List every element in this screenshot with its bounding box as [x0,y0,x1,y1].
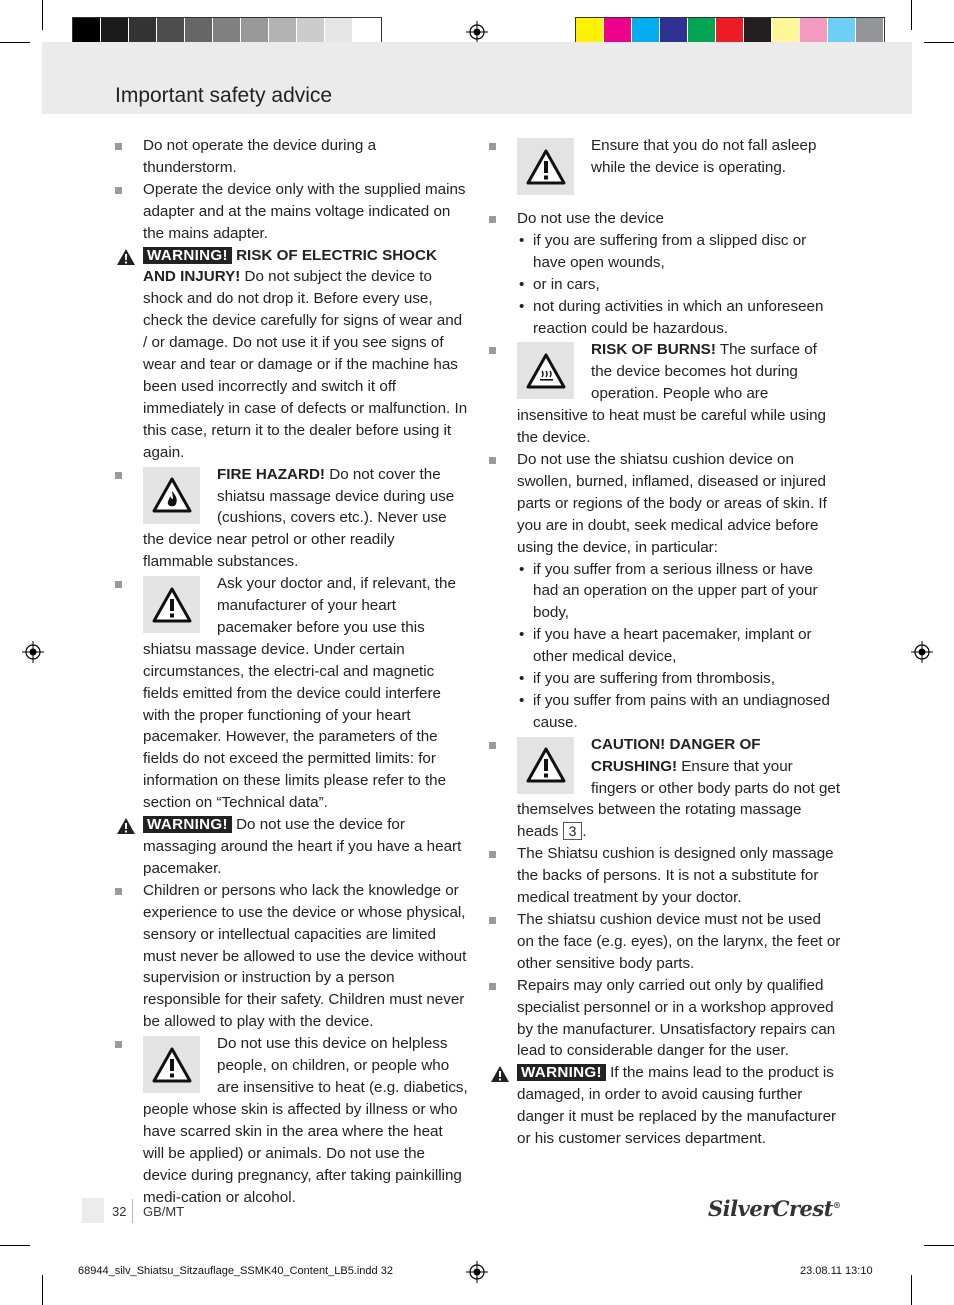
item-text: The shiatsu cushion device must not be used on the face (e.g. eyes), on the larynx, the feet or other sensitive body parts. [517,911,841,972]
list-item [517,843,842,909]
list-item-helpless [143,1033,468,1208]
crop-mark [0,1245,30,1246]
item-text: Ensure that your fingers or other body parts do not get themselves between the rotating massage heads [517,757,841,841]
item-text: Do not use the shiatsu cushion device on swollen, burned, inflamed, diseased or injured parts or regions of the body or areas of skin. If you are in doubt, seek medical advice before using the device, in particular: [517,450,827,556]
list-item [143,880,468,1033]
warning-label: WARNING! [517,1064,606,1081]
hot-surface-icon-box [517,342,574,399]
right-column [517,135,842,1150]
left-column [143,135,468,1208]
item-text: Do not use the device for massaging around the heart if you have a heart pacemaker. [143,816,462,877]
list-item [143,135,468,179]
fire-hazard-icon-box [143,467,200,524]
sub-item-text: or in cars, [533,275,600,293]
exclamation-warning-icon [152,587,192,623]
crop-mark [924,1245,954,1246]
item-text: The Shiatsu cushion is designed only massage the backs of persons. It is not a substitute for medical treatment by your doctor. [517,845,834,907]
crop-mark [911,1275,912,1305]
page-title: Important safety advice [115,84,333,107]
list-item-do-not-use [517,208,842,339]
bullet [489,983,496,990]
warning-item-electric-shock [143,245,468,464]
sub-item: • not during activities in which an unforeseen reaction could be hazardous. [519,297,824,337]
list-item-pacemaker [143,573,468,814]
bullet [489,851,496,858]
crop-mark [924,42,954,43]
bullet [489,742,496,749]
list-item [517,909,842,975]
item-text: Do not cover the shiatsu massage device during use (cushions, covers etc.). Never use the device near petrol or other readily flammable substances. [143,465,455,571]
part-reference-badge: 3 [563,822,583,840]
crop-mark [42,0,43,30]
sub-item: • if you suffer from a serious illness or have had an operation on the upper part of your body, [519,560,818,622]
file-slug: 68944_silv_Shiatsu_Sitzauflage_SSMK40_Content_LB5.indd 32 [78,1265,393,1277]
item-text: If the mains lead to the product is damaged, in order to avoid causing further danger it must be replaced by the manufacturer or his customer services department. [517,1064,837,1148]
registration-mark-icon [466,21,488,43]
warning-label: WARNING! [143,247,232,264]
caution-icon-box [143,576,200,633]
sub-item-text: if you have a heart pacemaker, implant or other medical device, [533,626,812,666]
crop-mark [0,42,30,43]
item-text: Ensure that you do not fall asleep while the device is operating. [591,137,817,176]
sub-item: • if you are suffering from thrombosis, [519,670,775,688]
bullet [115,472,122,479]
sub-item-text: if you are suffering from a slipped disc or have open wounds, [533,231,807,271]
warning-triangle-icon [116,817,136,835]
warning-heading: FIRE HAZARD! [217,465,325,483]
crop-mark [42,1275,43,1305]
item-text: Repairs may only carried out only by qualified specialist personnel or in a workshop approved by the manufacturer. Unsatisfactory repairs can lead to considerable danger for the user. [517,976,836,1060]
crop-mark [911,0,912,30]
sub-item: • if you suffer from pains with an undiagnosed cause. [519,691,830,731]
registration-mark-icon [466,1261,488,1283]
warning-triangle-icon [490,1065,510,1083]
caution-icon-box [517,737,574,794]
list-item [517,975,842,1063]
warning-heading: RISK OF BURNS! [591,341,716,359]
registration-mark-icon [911,641,933,663]
sub-item-text: not during activities in which an unforeseen reaction could be hazardous. [533,297,824,337]
list-item-fire [143,464,468,574]
sub-item-text: if you are suffering from thrombosis, [533,670,775,688]
item-text: Do not subject the device to shock and do not drop it. Before every use, check the device carefully for signs of wear and / or damage. Do not use it if you see signs of wear and tear or damage or if the machine has been used incorrectly and switch it off immediately in case of defects or malfunction. In this case, return it to the dealer before using it again. [143,268,468,461]
bullet [489,917,496,924]
bullet [489,216,496,223]
list-item-swollen [517,449,842,734]
brand-registered-mark: ® [832,1200,841,1210]
brand-name: SilverCrest [708,1196,833,1221]
warning-heading: CAUTION! DANGER OF CRUSHING! [591,735,761,775]
sub-item: • if you are suffering from a slipped disc or have open wounds, [519,231,807,271]
item-text: Do not use this device on helpless people, on children, or people who are insensitive to heat (e.g. diabetics, people whose skin is affected by illness or who have scarred skin in the area where the heat will be applied) or animals. Do not use the device during pregnancy, after taking painkilling medi-cation or alcohol. [143,1035,468,1206]
warning-item-heart [143,814,468,880]
list-item-burns [517,339,842,449]
registration-mark-icon [22,641,44,663]
exclamation-warning-icon [526,747,566,783]
page-number: 32 [112,1204,127,1219]
exclamation-warning-icon [152,1047,192,1083]
footer-separator [132,1199,133,1223]
bullet [115,1041,122,1048]
brand-logo [708,1196,840,1221]
sub-item: • if you have a heart pacemaker, implant or other medical device, [519,626,812,666]
warning-triangle-icon [116,248,136,266]
sub-item: • or in cars, [519,275,600,293]
item-text: Operate the device only with the supplied mains adapter and at the mains voltage indicated on the mains adapter. [143,180,466,242]
item-text: Do not use the device [517,210,664,227]
list-item-crushing [517,734,842,844]
item-text: Do not operate the device during a thunderstorm. [143,137,377,176]
bullet [489,457,496,464]
bullet [115,143,122,150]
list-item [143,179,468,245]
exclamation-warning-icon [526,149,566,185]
warning-label: WARNING! [143,816,232,833]
bullet [489,347,496,354]
warning-heading: RISK OF ELECTRIC SHOCK AND INJURY! [143,246,437,286]
region-code: GB/MT [143,1204,185,1219]
fire-hazard-icon [152,477,192,513]
warning-item-mains-lead [517,1062,842,1150]
item-text-end: . [582,823,587,841]
sub-item-text: if you suffer from pains with an undiagnosed cause. [533,691,830,731]
sub-item-text: if you suffer from a serious illness or have had an operation on the upper part of your body, [533,560,818,622]
bullet [115,581,122,588]
item-text: Ask your doctor and, if relevant, the manufacturer of your heart pacemaker before you use this shiatsu massage device. Under certain circumstances, the electri-cal and magnetic fields emitted from the device could interfere with the proper functioning of your heart pacemaker. However, the parameters of the fields do not exceed the permitted limits: for information on these limits please refer to the section on “Technical data”. [143,575,456,812]
hot-surface-icon [526,353,566,389]
caution-icon-box [517,138,574,195]
date-slug: 23.08.11 13:10 [800,1265,873,1277]
item-text: The surface of the device becomes hot during operation. People who are insensitive to heat must be careful while using the device. [517,341,826,447]
caution-icon-box [143,1036,200,1093]
list-item-asleep [517,135,842,195]
bullet [115,888,122,895]
footer-tab [82,1198,104,1223]
bullet [115,187,122,194]
bullet [489,143,496,150]
item-text: Children or persons who lack the knowledge or experience to use the device or whose physical, sensory or intellectual capacities are limited must never be allowed to use the device without supervision or instruction by a person responsible for their safety. Children must never be allowed to play with the device. [143,881,467,1031]
